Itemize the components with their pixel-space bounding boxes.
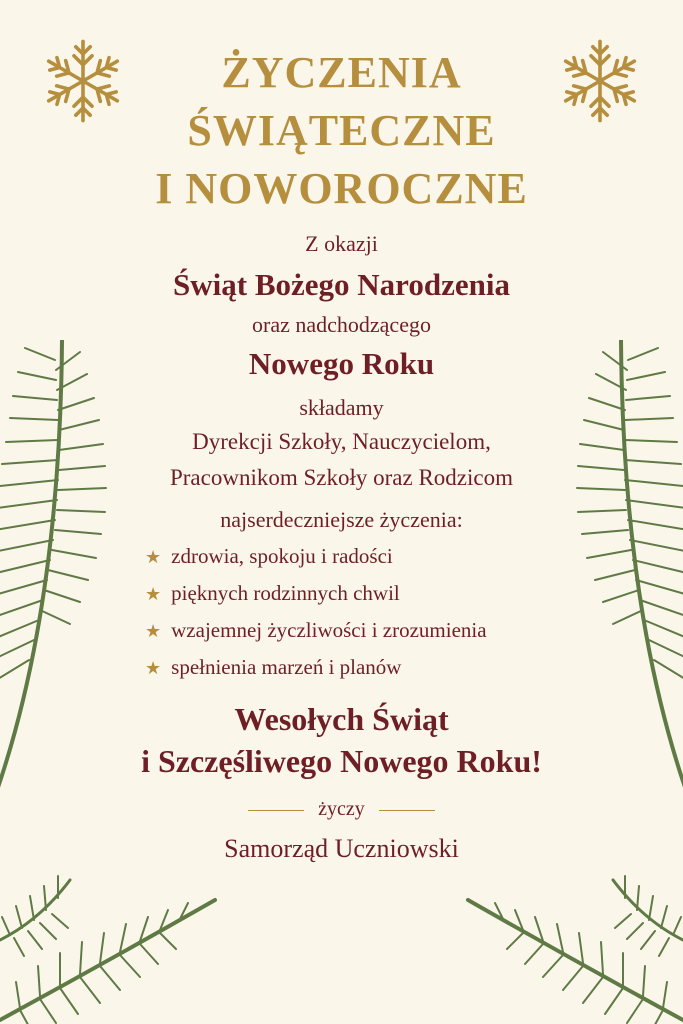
closing-line-2: i Szczęśliwego Nowego Roku! xyxy=(141,743,542,779)
closing-line-1: Wesołych Świąt xyxy=(234,701,449,737)
list-item xyxy=(145,538,487,575)
recipients-line-2: Pracownikom Szkoły oraz Rodzicom xyxy=(169,465,513,490)
from-row xyxy=(60,794,623,824)
title-line-2: ŚWIĄTECZNE xyxy=(187,106,496,155)
verb-text: składamy xyxy=(299,395,384,420)
recipients-line-1: Dyrekcji Szkoły, Nauczycielom, xyxy=(192,429,491,454)
card-title xyxy=(0,44,683,218)
star-icon: ★ xyxy=(145,547,162,567)
star-icon: ★ xyxy=(145,621,162,641)
star-icon: ★ xyxy=(145,658,162,678)
wish-text: spełnienia marzeń i planów xyxy=(171,655,402,679)
intro-text: Z okazji xyxy=(305,231,378,256)
connector-text: oraz nadchodzącego xyxy=(252,312,431,337)
list-item xyxy=(145,649,487,686)
list-item xyxy=(145,575,487,612)
divider xyxy=(248,810,304,811)
wish-text: pięknych rodzinnych chwil xyxy=(171,581,400,605)
wish-text: zdrowia, spokoju i radości xyxy=(171,544,393,568)
wishes-list xyxy=(145,538,487,686)
title-line-1: ŻYCZENIA xyxy=(221,48,462,97)
divider xyxy=(379,810,435,811)
holiday-name: Świąt Bożego Narodzenia xyxy=(173,267,510,302)
star-icon: ★ xyxy=(145,584,162,604)
signature: Samorząd Uczniowski xyxy=(224,834,459,863)
list-item xyxy=(145,612,487,649)
wishes-intro: najserdeczniejsze życzenia: xyxy=(220,507,463,532)
title-line-3: I NOWOROCZNE xyxy=(155,164,528,213)
from-label: życzy xyxy=(318,798,365,820)
new-year-name: Nowego Roku xyxy=(248,346,435,381)
wish-text: wzajemnej życzliwości i zrozumienia xyxy=(171,618,487,642)
